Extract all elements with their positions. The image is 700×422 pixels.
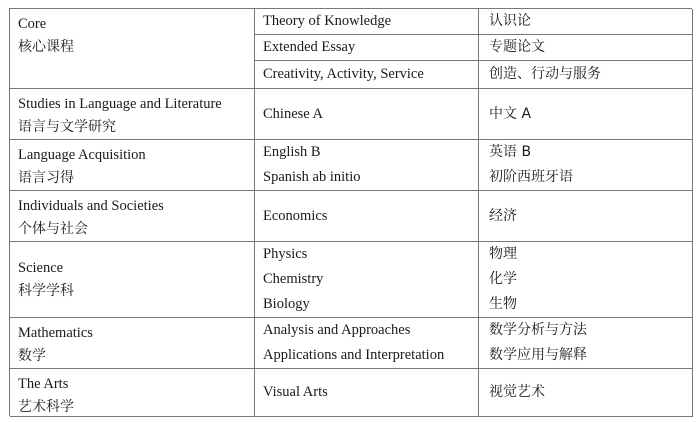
category-name-zh: 个体与社会: [18, 221, 88, 237]
subject-name-en: Chinese A: [263, 105, 324, 122]
subject-name-en: English B: [263, 144, 321, 160]
subject-cell-zh: [479, 318, 693, 369]
subject-name-zh: 中文 A: [489, 105, 532, 122]
category-name-en: Science: [18, 259, 64, 276]
subject-cell-zh: [479, 191, 693, 242]
subject-name-zh: 物理: [489, 246, 517, 262]
category-name-zh: 艺术科学: [18, 399, 74, 415]
curriculum-table: [9, 8, 692, 416]
subject-cell-en: [255, 9, 479, 35]
category-cell-arts: [10, 369, 255, 417]
category-name-en: Mathematics: [18, 325, 93, 341]
subject-name-en: Analysis and Approaches: [263, 322, 411, 338]
subject-name-zh: 认识论: [489, 13, 531, 29]
subject-name-en: Biology: [263, 296, 310, 312]
subject-name-en: Physics: [263, 246, 308, 262]
category-cell-science: [10, 242, 255, 318]
subject-name-zh: 专题论文: [489, 39, 545, 55]
subject-cell-zh: [479, 9, 693, 35]
subject-name-en: Creativity, Activity, Service: [263, 66, 424, 82]
category-cell-language-acquisition: [10, 140, 255, 191]
subject-cell-zh: [479, 61, 693, 89]
subject-cell-en: [255, 318, 479, 369]
category-name-en: Language Acquisition: [18, 147, 146, 163]
subject-name-en: Theory of Knowledge: [263, 13, 392, 29]
subject-cell-en: [255, 35, 479, 61]
category-name-en: Core: [18, 16, 47, 32]
subject-name-zh: 初阶西班牙语: [489, 169, 573, 185]
subject-name-zh: 数学分析与方法: [489, 322, 587, 338]
category-name-zh: 核心课程: [18, 39, 74, 55]
category-name-zh: 数学: [18, 348, 46, 364]
subject-name-en: Economics: [263, 207, 328, 224]
subject-name-en: Extended Essay: [263, 39, 356, 55]
subject-name-zh: 创造、行动与服务: [489, 66, 601, 82]
subject-cell-zh: [479, 35, 693, 61]
subject-cell-en: [255, 369, 479, 417]
subject-cell-en: [255, 242, 479, 318]
subject-cell-en: [255, 140, 479, 191]
subject-name-en: Visual Arts: [263, 384, 328, 400]
category-name-zh: 语言习得: [18, 170, 74, 186]
subject-cell-zh: [479, 89, 693, 140]
category-cell-mathematics: [10, 318, 255, 369]
subject-cell-zh: [479, 140, 693, 191]
subject-name-zh: 英语 B: [489, 144, 532, 160]
subject-name-zh: 视觉艺术: [489, 384, 545, 400]
category-name-zh: 科学学科: [18, 282, 74, 299]
category-cell-individuals-societies: [10, 191, 255, 242]
category-name-en: The Arts: [18, 376, 69, 392]
subject-name-zh: 化学: [489, 271, 517, 287]
subject-name-en: Chemistry: [263, 271, 324, 287]
category-name-zh: 语言与文学研究: [18, 119, 116, 135]
subject-name-en: Spanish ab initio: [263, 169, 361, 185]
subject-name-zh: 经济: [489, 207, 517, 224]
category-name-en: Individuals and Societies: [18, 198, 164, 214]
subject-name-en: Applications and Interpretation: [263, 347, 445, 363]
subject-cell-zh: [479, 242, 693, 318]
category-cell-language-literature: [10, 89, 255, 140]
category-cell-core: [10, 9, 255, 89]
subject-cell-en: [255, 191, 479, 242]
subject-cell-en: [255, 61, 479, 89]
subject-name-zh: 生物: [489, 296, 517, 312]
subject-name-zh: 数学应用与解释: [489, 347, 587, 363]
subject-cell-en: [255, 89, 479, 140]
subject-cell-zh: [479, 369, 693, 417]
category-name-en: Studies in Language and Literature: [18, 96, 222, 112]
